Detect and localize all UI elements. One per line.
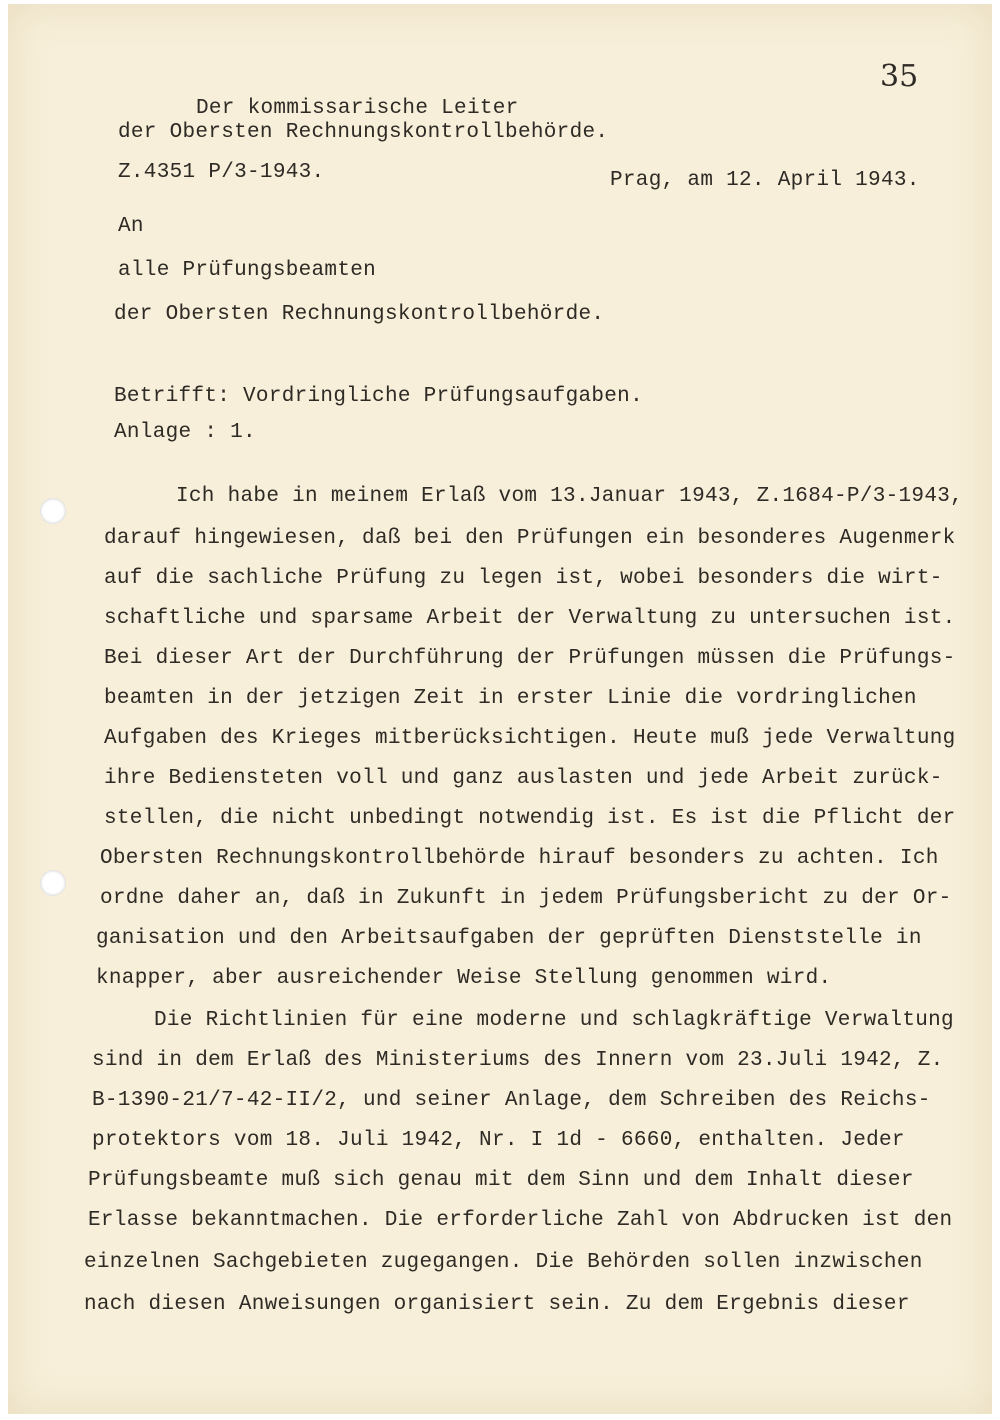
body-line: B-1390-21/7-42-II/2, und seiner Anlage, dem Schreiben des Reichs- bbox=[92, 1089, 931, 1112]
recipient-line-3: der Obersten Rechnungskontrollbehörde. bbox=[114, 303, 605, 326]
sender-line-1: Der kommissarische Leiter bbox=[196, 97, 519, 120]
body-line: beamten in der jetzigen Zeit in erster Linie die vordringlichen bbox=[104, 687, 917, 710]
body-line: einzelnen Sachgebieten zugegangen. Die Behörden sollen inzwischen bbox=[84, 1251, 923, 1274]
punch-hole bbox=[40, 498, 66, 524]
body-line: ganisation und den Arbeitsaufgaben der geprüften Dienststelle in bbox=[96, 927, 922, 950]
body-line: sind in dem Erlaß des Ministeriums des Innern vom 23.Juli 1942, Z. bbox=[92, 1049, 944, 1072]
subject-line: Betrifft: Vordringliche Prüfungsaufgaben. bbox=[114, 385, 643, 408]
enclosure-line: Anlage : 1. bbox=[114, 421, 256, 444]
sender-line-2: der Obersten Rechnungskontrollbehörde. bbox=[118, 121, 609, 144]
body-line: schaftliche und sparsame Arbeit der Verwaltung zu untersuchen ist. bbox=[104, 607, 956, 630]
body-line: protektors vom 18. Juli 1942, Nr. I 1d - 6660, enthalten. Jeder bbox=[92, 1129, 905, 1152]
body-line: darauf hingewiesen, daß bei den Prüfungen ein besonderes Augenmerk bbox=[104, 527, 956, 550]
page-number: 35 bbox=[880, 59, 919, 94]
body-line: Ich habe in meinem Erlaß vom 13.Januar 1943, Z.1684-P/3-1943, bbox=[176, 485, 964, 508]
body-line: ihre Bediensteten voll und ganz auslasten und jede Arbeit zurück- bbox=[104, 767, 943, 790]
body-line: stellen, die nicht unbedingt notwendig ist. Es ist die Pflicht der bbox=[104, 807, 956, 830]
recipient-line-1: An bbox=[118, 215, 144, 238]
place-date: Prag, am 12. April 1943. bbox=[610, 169, 920, 192]
recipient-line-2: alle Prüfungsbeamten bbox=[118, 259, 377, 282]
body-line: Aufgaben des Krieges mitberücksichtigen. Heute muß jede Verwaltung bbox=[104, 727, 956, 750]
body-line: ordne daher an, daß in Zukunft in jedem Prüfungsbericht zu der Or- bbox=[100, 887, 952, 910]
body-line: knapper, aber ausreichender Weise Stellung genommen wird. bbox=[96, 967, 832, 990]
body-line: nach diesen Anweisungen organisiert sein. Zu dem Ergebnis dieser bbox=[84, 1293, 910, 1316]
body-line: Die Richtlinien für eine moderne und schlagkräftige Verwaltung bbox=[154, 1009, 954, 1032]
reference-number: Z.4351 P/3-1943. bbox=[118, 161, 325, 184]
body-line: Obersten Rechnungskontrollbehörde hirauf besonders zu achten. Ich bbox=[100, 847, 939, 870]
punch-hole bbox=[40, 870, 66, 896]
body-line: Erlasse bekanntmachen. Die erforderliche Zahl von Abdrucken ist den bbox=[88, 1209, 953, 1232]
body-line: Bei dieser Art der Durchführung der Prüfungen müssen die Prüfungs- bbox=[104, 647, 956, 670]
body-line: Prüfungsbeamte muß sich genau mit dem Sinn und dem Inhalt dieser bbox=[88, 1169, 914, 1192]
body-line: auf die sachliche Prüfung zu legen ist, wobei besonders die wirt- bbox=[104, 567, 943, 590]
